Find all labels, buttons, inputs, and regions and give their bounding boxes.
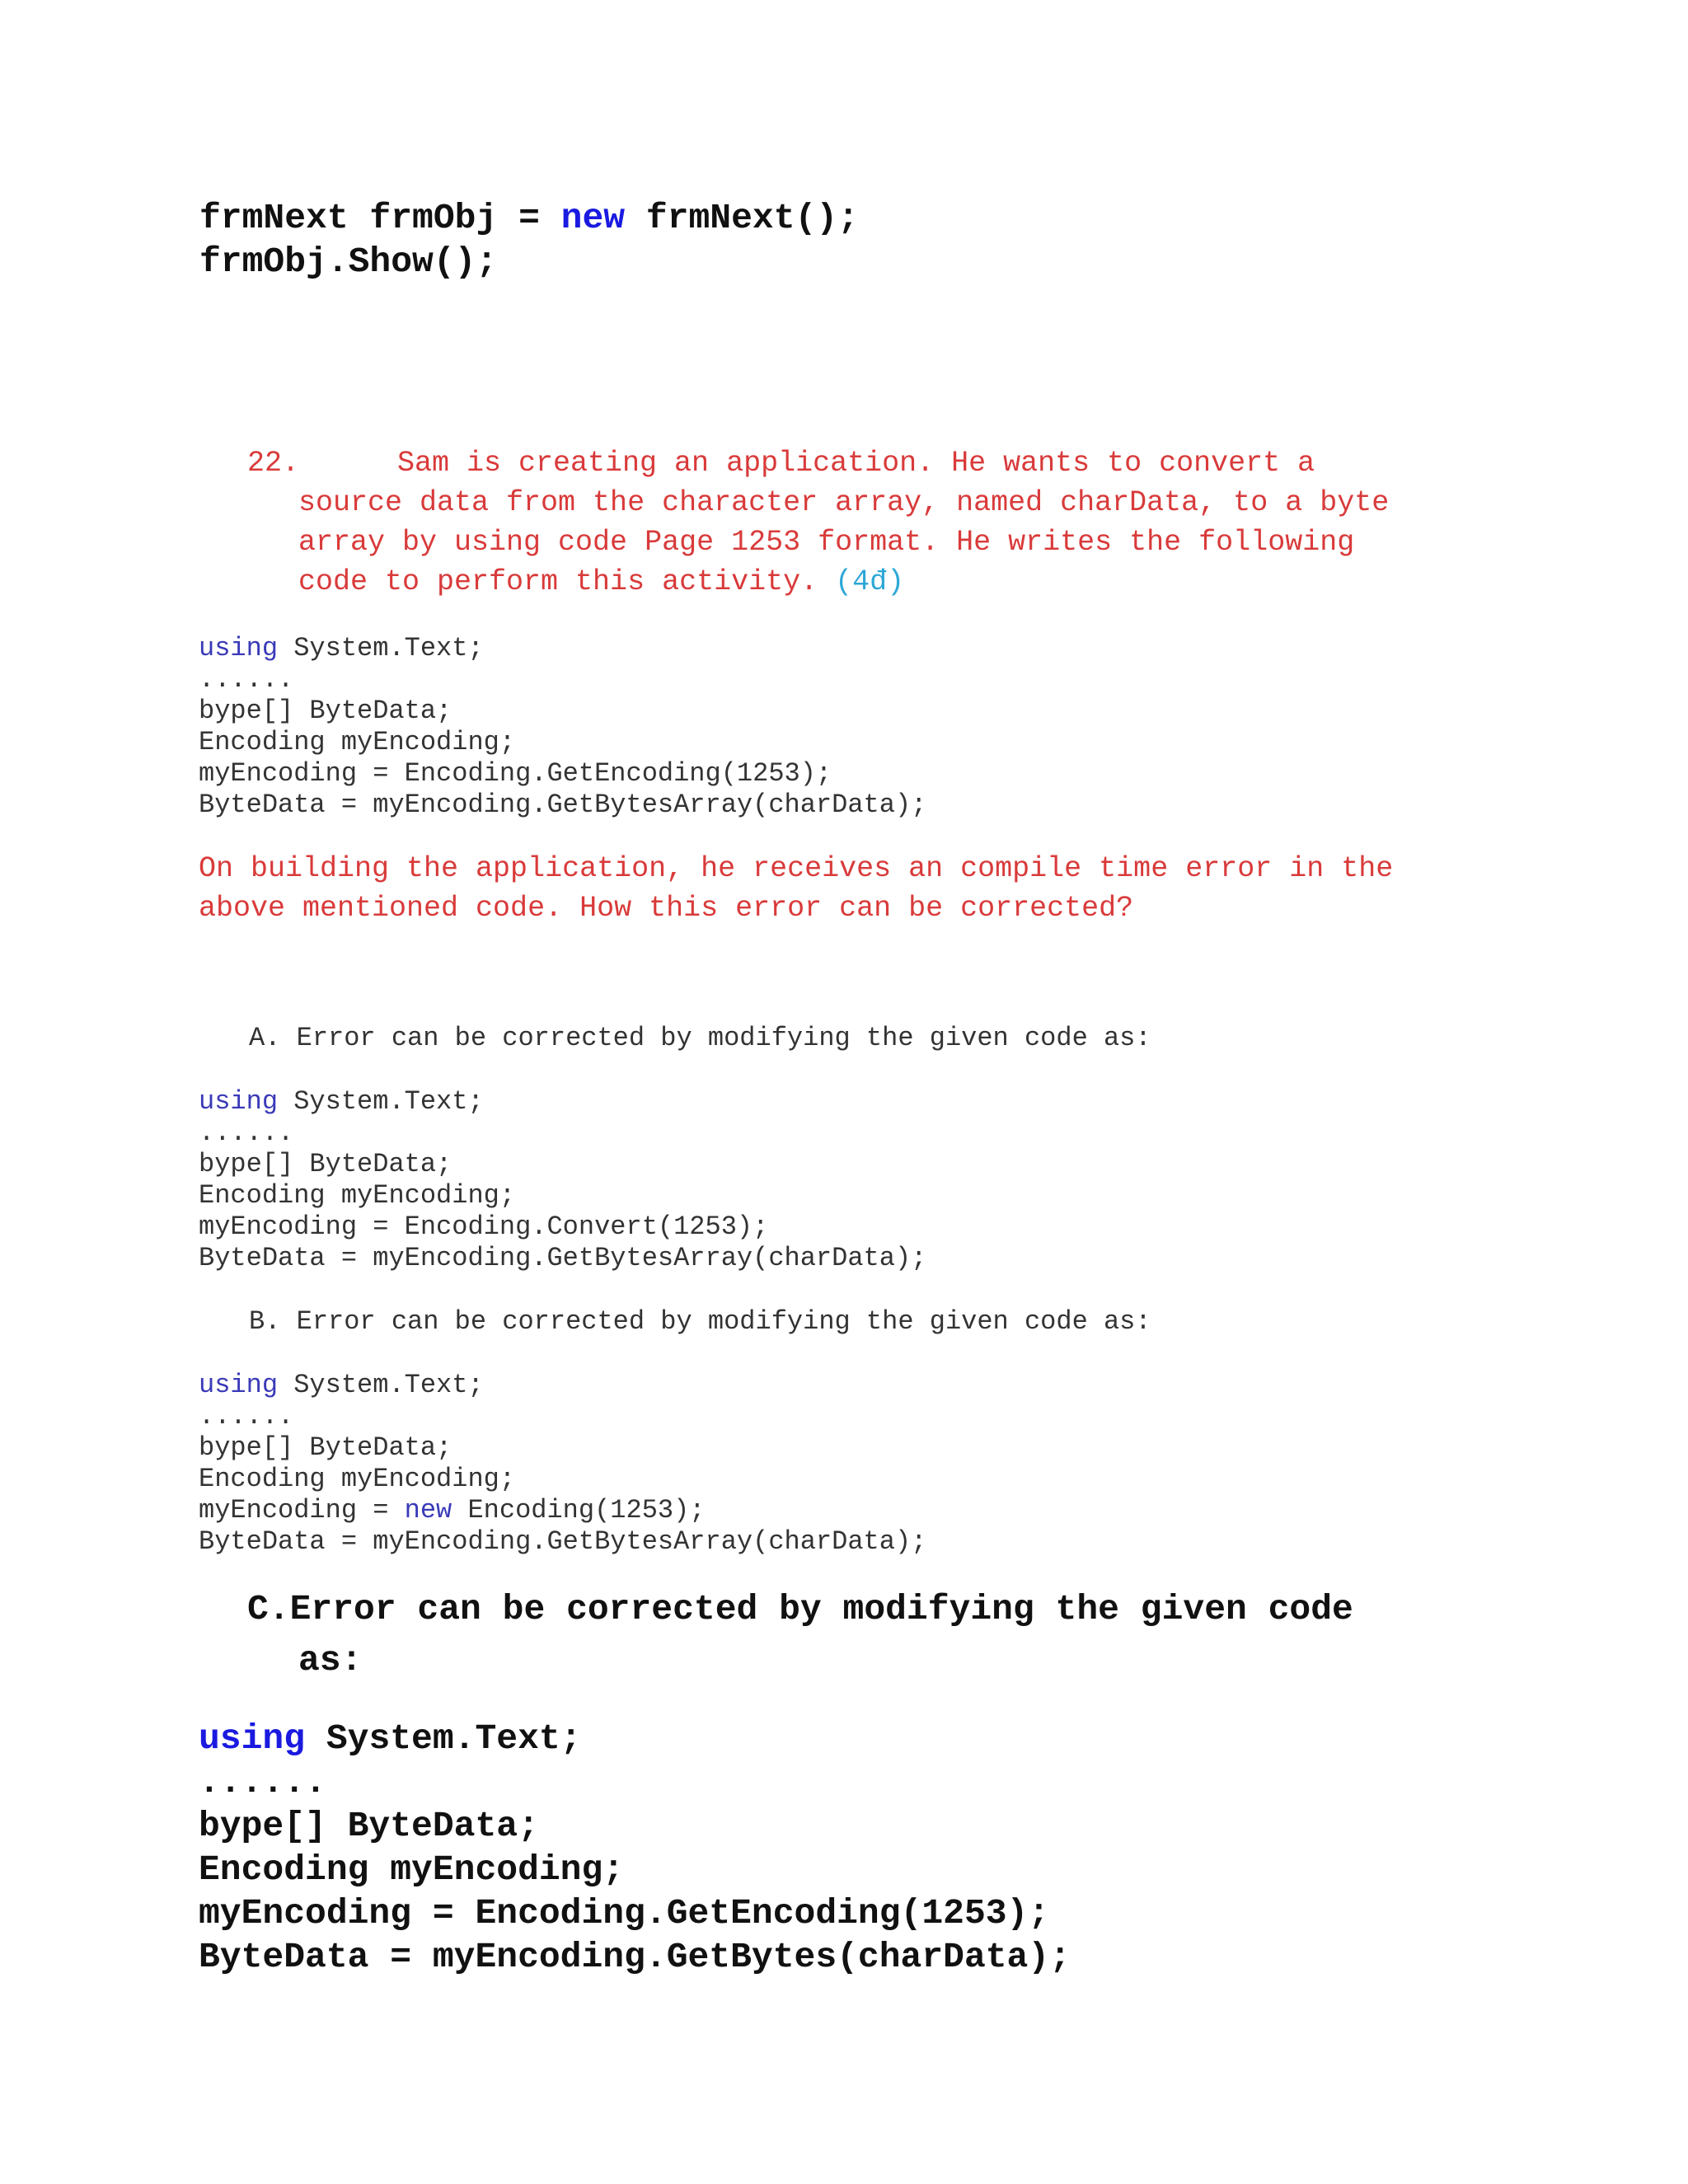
followup-line-2: above mentioned code. How this error can be corrected?	[199, 892, 1134, 925]
orig-code-line-3: myEncoding = Encoding.GetEncoding(1253);	[199, 758, 832, 789]
question-text-line-3: array by using code Page 1253 format. He writes the following	[298, 526, 1355, 559]
option-a-line-4: ByteData = myEncoding.GetBytesArray(charData);	[199, 1243, 927, 1273]
option-a-line-2: Encoding myEncoding;	[199, 1180, 516, 1211]
option-c-line-1: bype[] ByteData;	[199, 1806, 539, 1846]
option-b-line-2: Encoding myEncoding;	[199, 1464, 516, 1494]
option-a-label: A. Error can be corrected by modifying the given code as:	[249, 1023, 1151, 1053]
option-c-line-4: ByteData = myEncoding.GetBytes(charData);	[199, 1937, 1071, 1977]
keyword-new: new	[560, 198, 626, 238]
question-number: 22.	[247, 447, 300, 480]
option-b-label: B. Error can be corrected by modifying the given code as:	[249, 1306, 1151, 1337]
question-text-line-2: source data from the character array, named charData, to a byte	[298, 486, 1390, 519]
option-a-line-3: myEncoding = Encoding.Convert(1253);	[199, 1212, 769, 1242]
orig-code-dots: ......	[199, 664, 294, 695]
question-text-line-1: Sam is creating an application. He wants to convert a	[397, 447, 1315, 480]
orig-code-line-4: ByteData = myEncoding.GetBytesArray(charData);	[199, 790, 927, 820]
top-code-line-2: frmObj.Show();	[199, 241, 498, 282]
option-c-line-2: Encoding myEncoding;	[199, 1849, 625, 1890]
question-text-line-4: code to perform this activity. (4đ)	[298, 565, 905, 598]
option-b-using: using System.Text;	[199, 1370, 484, 1400]
option-b-dots: ......	[199, 1401, 294, 1432]
option-c-using: using System.Text;	[199, 1718, 582, 1759]
option-c-dots: ......	[199, 1762, 326, 1802]
top-code-line-1: frmNext frmObj = new frmNext();	[199, 198, 859, 238]
option-c-line-3: myEncoding = Encoding.GetEncoding(1253);	[199, 1893, 1050, 1933]
followup-line-1: On building the application, he receives an compile time error in the	[199, 852, 1394, 885]
question-points: (4đ)	[835, 565, 905, 598]
option-b-line-4: ByteData = myEncoding.GetBytesArray(charData);	[199, 1526, 927, 1557]
option-a-line-1: bype[] ByteData;	[199, 1149, 452, 1179]
option-b-line-1: bype[] ByteData;	[199, 1432, 452, 1463]
orig-code-using: using System.Text;	[199, 633, 484, 663]
option-a-dots: ......	[199, 1118, 294, 1148]
orig-code-line-2: Encoding myEncoding;	[199, 727, 516, 757]
orig-code-line-1: bype[] ByteData;	[199, 696, 452, 726]
option-a-using: using System.Text;	[199, 1086, 484, 1117]
option-c-label-line-2: as:	[298, 1640, 363, 1680]
option-b-line-3: myEncoding = new Encoding(1253);	[199, 1495, 706, 1526]
option-c-label-line-1: C.Error can be corrected by modifying the given code	[247, 1589, 1353, 1629]
